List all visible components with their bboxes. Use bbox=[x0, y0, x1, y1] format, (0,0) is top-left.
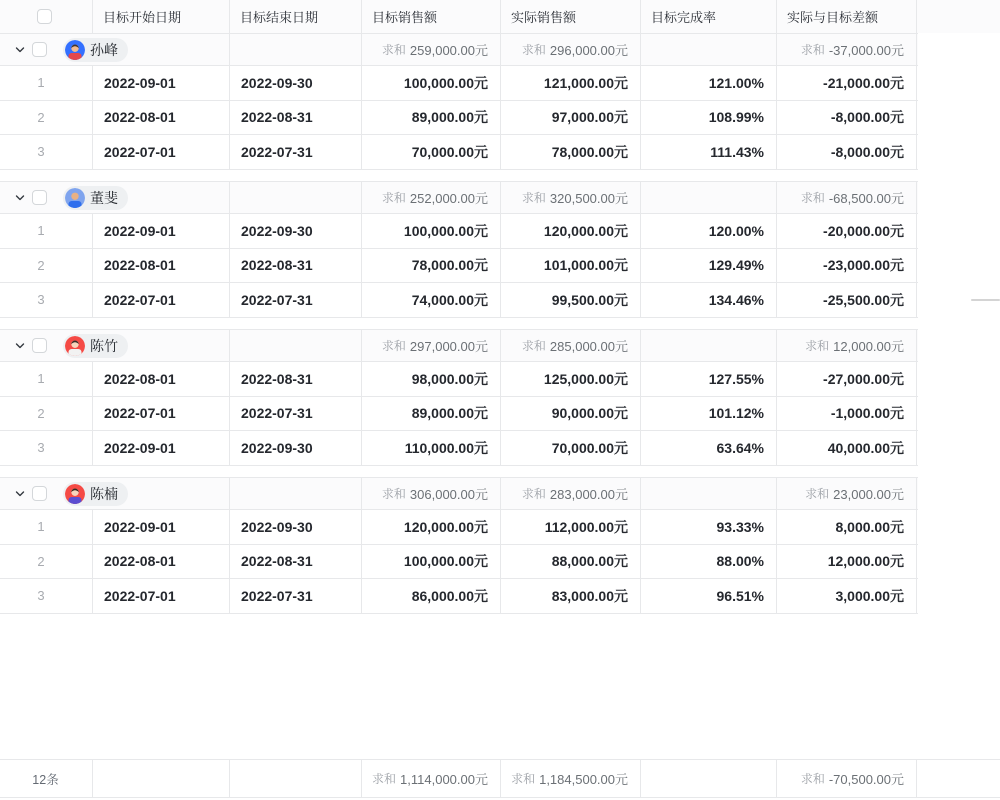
cell-start-date[interactable]: 2022-09-01 bbox=[93, 510, 230, 544]
record-row bbox=[0, 362, 918, 397]
record-row bbox=[0, 101, 918, 136]
sum-value: 297,000.00元 bbox=[409, 339, 488, 354]
record-count: 12条 bbox=[0, 760, 93, 797]
group-sum-target-sales bbox=[362, 330, 501, 361]
cell-start-date[interactable]: 2022-07-01 bbox=[93, 397, 230, 431]
cell-target-sales[interactable]: 70,000.00元 bbox=[362, 135, 501, 169]
sum-value: 1,184,500.00元 bbox=[539, 772, 628, 787]
group-cell-completion-rate bbox=[641, 34, 777, 65]
cell-start-date[interactable]: 2022-08-01 bbox=[93, 101, 230, 135]
record-row bbox=[0, 135, 918, 170]
group-header-row bbox=[0, 477, 918, 510]
column-header-target-sales[interactable]: 目标销售额 bbox=[362, 0, 501, 33]
cell-actual-sales[interactable]: 88,000.00元 bbox=[501, 545, 641, 579]
sum-label: 求和 bbox=[521, 487, 546, 501]
group-sum-difference bbox=[777, 330, 917, 361]
group-select-checkbox[interactable] bbox=[32, 338, 47, 353]
group-person-cell bbox=[0, 182, 230, 213]
cell-row-index bbox=[0, 545, 93, 579]
cell-row-index bbox=[0, 135, 93, 169]
cell-start-date[interactable]: 2022-07-01 bbox=[93, 135, 230, 169]
record-row bbox=[0, 510, 918, 545]
person-chip[interactable] bbox=[63, 482, 128, 506]
cell-actual-sales[interactable]: 120,000.00元 bbox=[501, 214, 641, 248]
cell-completion-rate[interactable]: 93.33% bbox=[641, 510, 777, 544]
row-index: 2 bbox=[37, 405, 45, 421]
sum-value: 283,000.00元 bbox=[549, 487, 628, 502]
chevron-down-icon[interactable] bbox=[13, 339, 27, 353]
footer-sum-target-sales bbox=[362, 760, 501, 797]
cell-actual-sales[interactable]: 78,000.00元 bbox=[501, 135, 641, 169]
avatar bbox=[65, 188, 85, 208]
group-sum-target-sales bbox=[362, 182, 501, 213]
sum-value: 12,000.00元 bbox=[833, 339, 904, 354]
group-section bbox=[0, 329, 1000, 477]
record-row bbox=[0, 579, 918, 614]
record-row bbox=[0, 283, 918, 318]
cell-difference[interactable]: 3,000.00元 bbox=[777, 579, 917, 613]
cell-actual-sales[interactable]: 101,000.00元 bbox=[501, 249, 641, 283]
chevron-down-icon[interactable] bbox=[13, 487, 27, 501]
avatar bbox=[65, 484, 85, 504]
group-gap bbox=[0, 614, 1000, 626]
cell-start-date[interactable]: 2022-07-01 bbox=[93, 579, 230, 613]
cell-start-date[interactable]: 2022-08-01 bbox=[93, 249, 230, 283]
sum-label: 求和 bbox=[381, 43, 406, 57]
cell-end-date[interactable]: 2022-09-30 bbox=[230, 66, 362, 100]
person-chip[interactable] bbox=[63, 334, 128, 358]
column-header-completion-rate[interactable]: 目标完成率 bbox=[641, 0, 777, 33]
cell-target-sales[interactable]: 120,000.00元 bbox=[362, 510, 501, 544]
footer-sum-difference bbox=[777, 760, 917, 797]
cell-target-sales[interactable]: 78,000.00元 bbox=[362, 249, 501, 283]
group-person-cell bbox=[0, 330, 230, 361]
cell-completion-rate[interactable]: 101.12% bbox=[641, 397, 777, 431]
column-header-actual-sales[interactable]: 实际销售额 bbox=[501, 0, 641, 33]
sum-label: 求和 bbox=[521, 339, 546, 353]
record-row bbox=[0, 397, 918, 432]
group-sum-actual-sales bbox=[501, 478, 641, 509]
cell-completion-rate[interactable]: 129.49% bbox=[641, 249, 777, 283]
group-gap bbox=[0, 318, 1000, 330]
cell-difference[interactable]: -8,000.00元 bbox=[777, 135, 917, 169]
column-header-target-start-date[interactable]: 目标开始日期 bbox=[93, 0, 230, 33]
row-index: 1 bbox=[37, 75, 45, 91]
cell-start-date[interactable]: 2022-09-01 bbox=[93, 214, 230, 248]
group-gap bbox=[0, 170, 1000, 182]
person-name: 陈楠 bbox=[90, 485, 118, 502]
cell-end-date[interactable]: 2022-09-30 bbox=[230, 431, 362, 465]
cell-start-date[interactable]: 2022-08-01 bbox=[93, 545, 230, 579]
sum-value: 320,500.00元 bbox=[549, 191, 628, 206]
sum-value: 285,000.00元 bbox=[549, 339, 628, 354]
person-name: 孙峰 bbox=[90, 41, 118, 58]
sum-label: 求和 bbox=[381, 339, 406, 353]
cell-end-date[interactable]: 2022-09-30 bbox=[230, 214, 362, 248]
column-header-filler bbox=[917, 0, 1000, 33]
cell-completion-rate[interactable]: 108.99% bbox=[641, 101, 777, 135]
person-chip[interactable] bbox=[63, 38, 128, 62]
sum-label: 求和 bbox=[800, 43, 825, 57]
sum-label: 求和 bbox=[521, 43, 546, 57]
select-all-checkbox[interactable] bbox=[37, 9, 52, 24]
group-sum-actual-sales bbox=[501, 34, 641, 65]
record-row bbox=[0, 545, 918, 580]
cell-end-date[interactable]: 2022-07-31 bbox=[230, 397, 362, 431]
cell-completion-rate[interactable]: 63.64% bbox=[641, 431, 777, 465]
footer-sum-actual-sales bbox=[501, 760, 641, 797]
cell-row-index bbox=[0, 510, 93, 544]
row-index: 3 bbox=[37, 588, 45, 604]
cell-completion-rate[interactable]: 88.00% bbox=[641, 545, 777, 579]
sum-label: 求和 bbox=[521, 191, 546, 205]
cell-difference[interactable]: 12,000.00元 bbox=[777, 545, 917, 579]
row-index: 2 bbox=[37, 257, 45, 273]
sum-value: 259,000.00元 bbox=[409, 43, 488, 58]
cell-end-date[interactable]: 2022-08-31 bbox=[230, 362, 362, 396]
cell-completion-rate[interactable]: 127.55% bbox=[641, 362, 777, 396]
group-select-checkbox[interactable] bbox=[32, 42, 47, 57]
sum-label: 求和 bbox=[800, 191, 825, 205]
row-index: 1 bbox=[37, 371, 45, 387]
footer-cell-end-date bbox=[230, 760, 362, 797]
cell-target-sales[interactable]: 89,000.00元 bbox=[362, 397, 501, 431]
group-sum-actual-sales bbox=[501, 182, 641, 213]
group-cell-end-date bbox=[230, 330, 362, 361]
cell-end-date[interactable]: 2022-08-31 bbox=[230, 249, 362, 283]
group-cell-end-date bbox=[230, 34, 362, 65]
row-index: 3 bbox=[37, 144, 45, 160]
column-header-select bbox=[0, 0, 93, 33]
cell-end-date[interactable]: 2022-08-31 bbox=[230, 101, 362, 135]
group-sum-difference bbox=[777, 478, 917, 509]
cell-end-date[interactable]: 2022-07-31 bbox=[230, 579, 362, 613]
footer-cell-completion-rate bbox=[641, 760, 777, 797]
cell-difference[interactable]: -20,000.00元 bbox=[777, 214, 917, 248]
cell-target-sales[interactable]: 100,000.00元 bbox=[362, 214, 501, 248]
group-cell-completion-rate bbox=[641, 330, 777, 361]
group-cell-completion-rate bbox=[641, 478, 777, 509]
cell-row-index bbox=[0, 362, 93, 396]
record-row bbox=[0, 249, 918, 284]
group-sum-target-sales bbox=[362, 478, 501, 509]
sum-label: 求和 bbox=[805, 339, 830, 353]
row-index: 2 bbox=[37, 553, 45, 569]
group-sum-target-sales bbox=[362, 34, 501, 65]
avatar bbox=[65, 40, 85, 60]
table-header-row bbox=[0, 0, 1000, 33]
sum-label: 求和 bbox=[372, 772, 397, 786]
footer-cell-start-date bbox=[93, 760, 230, 797]
cell-completion-rate[interactable]: 120.00% bbox=[641, 214, 777, 248]
group-sum-actual-sales bbox=[501, 330, 641, 361]
cell-difference[interactable]: -1,000.00元 bbox=[777, 397, 917, 431]
cell-target-sales[interactable]: 100,000.00元 bbox=[362, 66, 501, 100]
cell-start-date[interactable]: 2022-09-01 bbox=[93, 66, 230, 100]
cell-target-sales[interactable]: 86,000.00元 bbox=[362, 579, 501, 613]
group-section bbox=[0, 33, 1000, 181]
sum-value: -70,500.00元 bbox=[828, 772, 904, 787]
group-header-row bbox=[0, 33, 918, 66]
person-name: 董斐 bbox=[90, 189, 118, 206]
cell-row-index bbox=[0, 66, 93, 100]
cell-row-index bbox=[0, 249, 93, 283]
cell-difference[interactable]: -27,000.00元 bbox=[777, 362, 917, 396]
sum-value: 296,000.00元 bbox=[549, 43, 628, 58]
row-index: 1 bbox=[37, 223, 45, 239]
record-row bbox=[0, 66, 918, 101]
group-section bbox=[0, 477, 1000, 625]
footer-row bbox=[0, 759, 1000, 798]
table-body bbox=[0, 33, 1000, 625]
avatar bbox=[65, 336, 85, 356]
sum-value: 252,000.00元 bbox=[409, 191, 488, 206]
chevron-down-icon[interactable] bbox=[13, 43, 27, 57]
chevron-down-icon[interactable] bbox=[13, 191, 27, 205]
cell-target-sales[interactable]: 110,000.00元 bbox=[362, 431, 501, 465]
sum-label: 求和 bbox=[805, 487, 830, 501]
cell-row-index bbox=[0, 283, 93, 317]
empty-area bbox=[0, 625, 1000, 759]
footer-cell-filler bbox=[917, 760, 1000, 797]
sum-value: 23,000.00元 bbox=[833, 487, 904, 502]
group-header-row bbox=[0, 181, 918, 214]
cell-difference[interactable]: 8,000.00元 bbox=[777, 510, 917, 544]
sum-label: 求和 bbox=[800, 772, 825, 786]
group-sum-difference bbox=[777, 182, 917, 213]
cell-difference[interactable]: 40,000.00元 bbox=[777, 431, 917, 465]
cell-completion-rate[interactable]: 134.46% bbox=[641, 283, 777, 317]
group-select-checkbox[interactable] bbox=[32, 190, 47, 205]
person-name: 陈竹 bbox=[90, 337, 118, 354]
sum-label: 求和 bbox=[511, 772, 536, 786]
record-row bbox=[0, 214, 918, 249]
cell-row-index bbox=[0, 214, 93, 248]
scrollbar-thumb[interactable] bbox=[971, 299, 1000, 301]
group-person-cell bbox=[0, 478, 230, 509]
cell-actual-sales[interactable]: 125,000.00元 bbox=[501, 362, 641, 396]
row-index: 3 bbox=[37, 440, 45, 456]
sum-value: -37,000.00元 bbox=[828, 43, 904, 58]
cell-target-sales[interactable]: 74,000.00元 bbox=[362, 283, 501, 317]
cell-difference[interactable]: -21,000.00元 bbox=[777, 66, 917, 100]
column-header-difference[interactable]: 实际与目标差额 bbox=[777, 0, 917, 33]
row-index: 2 bbox=[37, 109, 45, 125]
group-select-checkbox[interactable] bbox=[32, 486, 47, 501]
group-sum-difference bbox=[777, 34, 917, 65]
cell-target-sales[interactable]: 89,000.00元 bbox=[362, 101, 501, 135]
cell-end-date[interactable]: 2022-08-31 bbox=[230, 545, 362, 579]
row-index: 1 bbox=[37, 519, 45, 535]
cell-actual-sales[interactable]: 112,000.00元 bbox=[501, 510, 641, 544]
cell-actual-sales[interactable]: 99,500.00元 bbox=[501, 283, 641, 317]
cell-difference[interactable]: -8,000.00元 bbox=[777, 101, 917, 135]
cell-completion-rate[interactable]: 96.51% bbox=[641, 579, 777, 613]
person-chip[interactable] bbox=[63, 186, 128, 210]
cell-actual-sales[interactable]: 121,000.00元 bbox=[501, 66, 641, 100]
cell-start-date[interactable]: 2022-07-01 bbox=[93, 283, 230, 317]
cell-completion-rate[interactable]: 111.43% bbox=[641, 135, 777, 169]
group-cell-completion-rate bbox=[641, 182, 777, 213]
group-header-row bbox=[0, 329, 918, 362]
cell-difference[interactable]: -25,500.00元 bbox=[777, 283, 917, 317]
column-header-target-end-date[interactable]: 目标结束日期 bbox=[230, 0, 362, 33]
group-cell-end-date bbox=[230, 478, 362, 509]
cell-start-date[interactable]: 2022-08-01 bbox=[93, 362, 230, 396]
cell-row-index bbox=[0, 101, 93, 135]
cell-row-index bbox=[0, 431, 93, 465]
cell-difference[interactable]: -23,000.00元 bbox=[777, 249, 917, 283]
cell-row-index bbox=[0, 397, 93, 431]
group-person-cell bbox=[0, 34, 230, 65]
cell-target-sales[interactable]: 98,000.00元 bbox=[362, 362, 501, 396]
sum-label: 求和 bbox=[381, 191, 406, 205]
cell-end-date[interactable]: 2022-07-31 bbox=[230, 135, 362, 169]
record-row bbox=[0, 431, 918, 466]
group-gap bbox=[0, 466, 1000, 478]
group-section bbox=[0, 181, 1000, 329]
sum-value: -68,500.00元 bbox=[828, 191, 904, 206]
cell-actual-sales[interactable]: 83,000.00元 bbox=[501, 579, 641, 613]
cell-row-index bbox=[0, 579, 93, 613]
sum-label: 求和 bbox=[381, 487, 406, 501]
cell-completion-rate[interactable]: 121.00% bbox=[641, 66, 777, 100]
row-index: 3 bbox=[37, 292, 45, 308]
group-cell-end-date bbox=[230, 182, 362, 213]
cell-actual-sales[interactable]: 70,000.00元 bbox=[501, 431, 641, 465]
cell-end-date[interactable]: 2022-09-30 bbox=[230, 510, 362, 544]
cell-end-date[interactable]: 2022-07-31 bbox=[230, 283, 362, 317]
sum-value: 1,114,000.00元 bbox=[400, 772, 488, 787]
cell-start-date[interactable]: 2022-09-01 bbox=[93, 431, 230, 465]
cell-actual-sales[interactable]: 90,000.00元 bbox=[501, 397, 641, 431]
cell-target-sales[interactable]: 100,000.00元 bbox=[362, 545, 501, 579]
cell-actual-sales[interactable]: 97,000.00元 bbox=[501, 101, 641, 135]
sum-value: 306,000.00元 bbox=[409, 487, 488, 502]
